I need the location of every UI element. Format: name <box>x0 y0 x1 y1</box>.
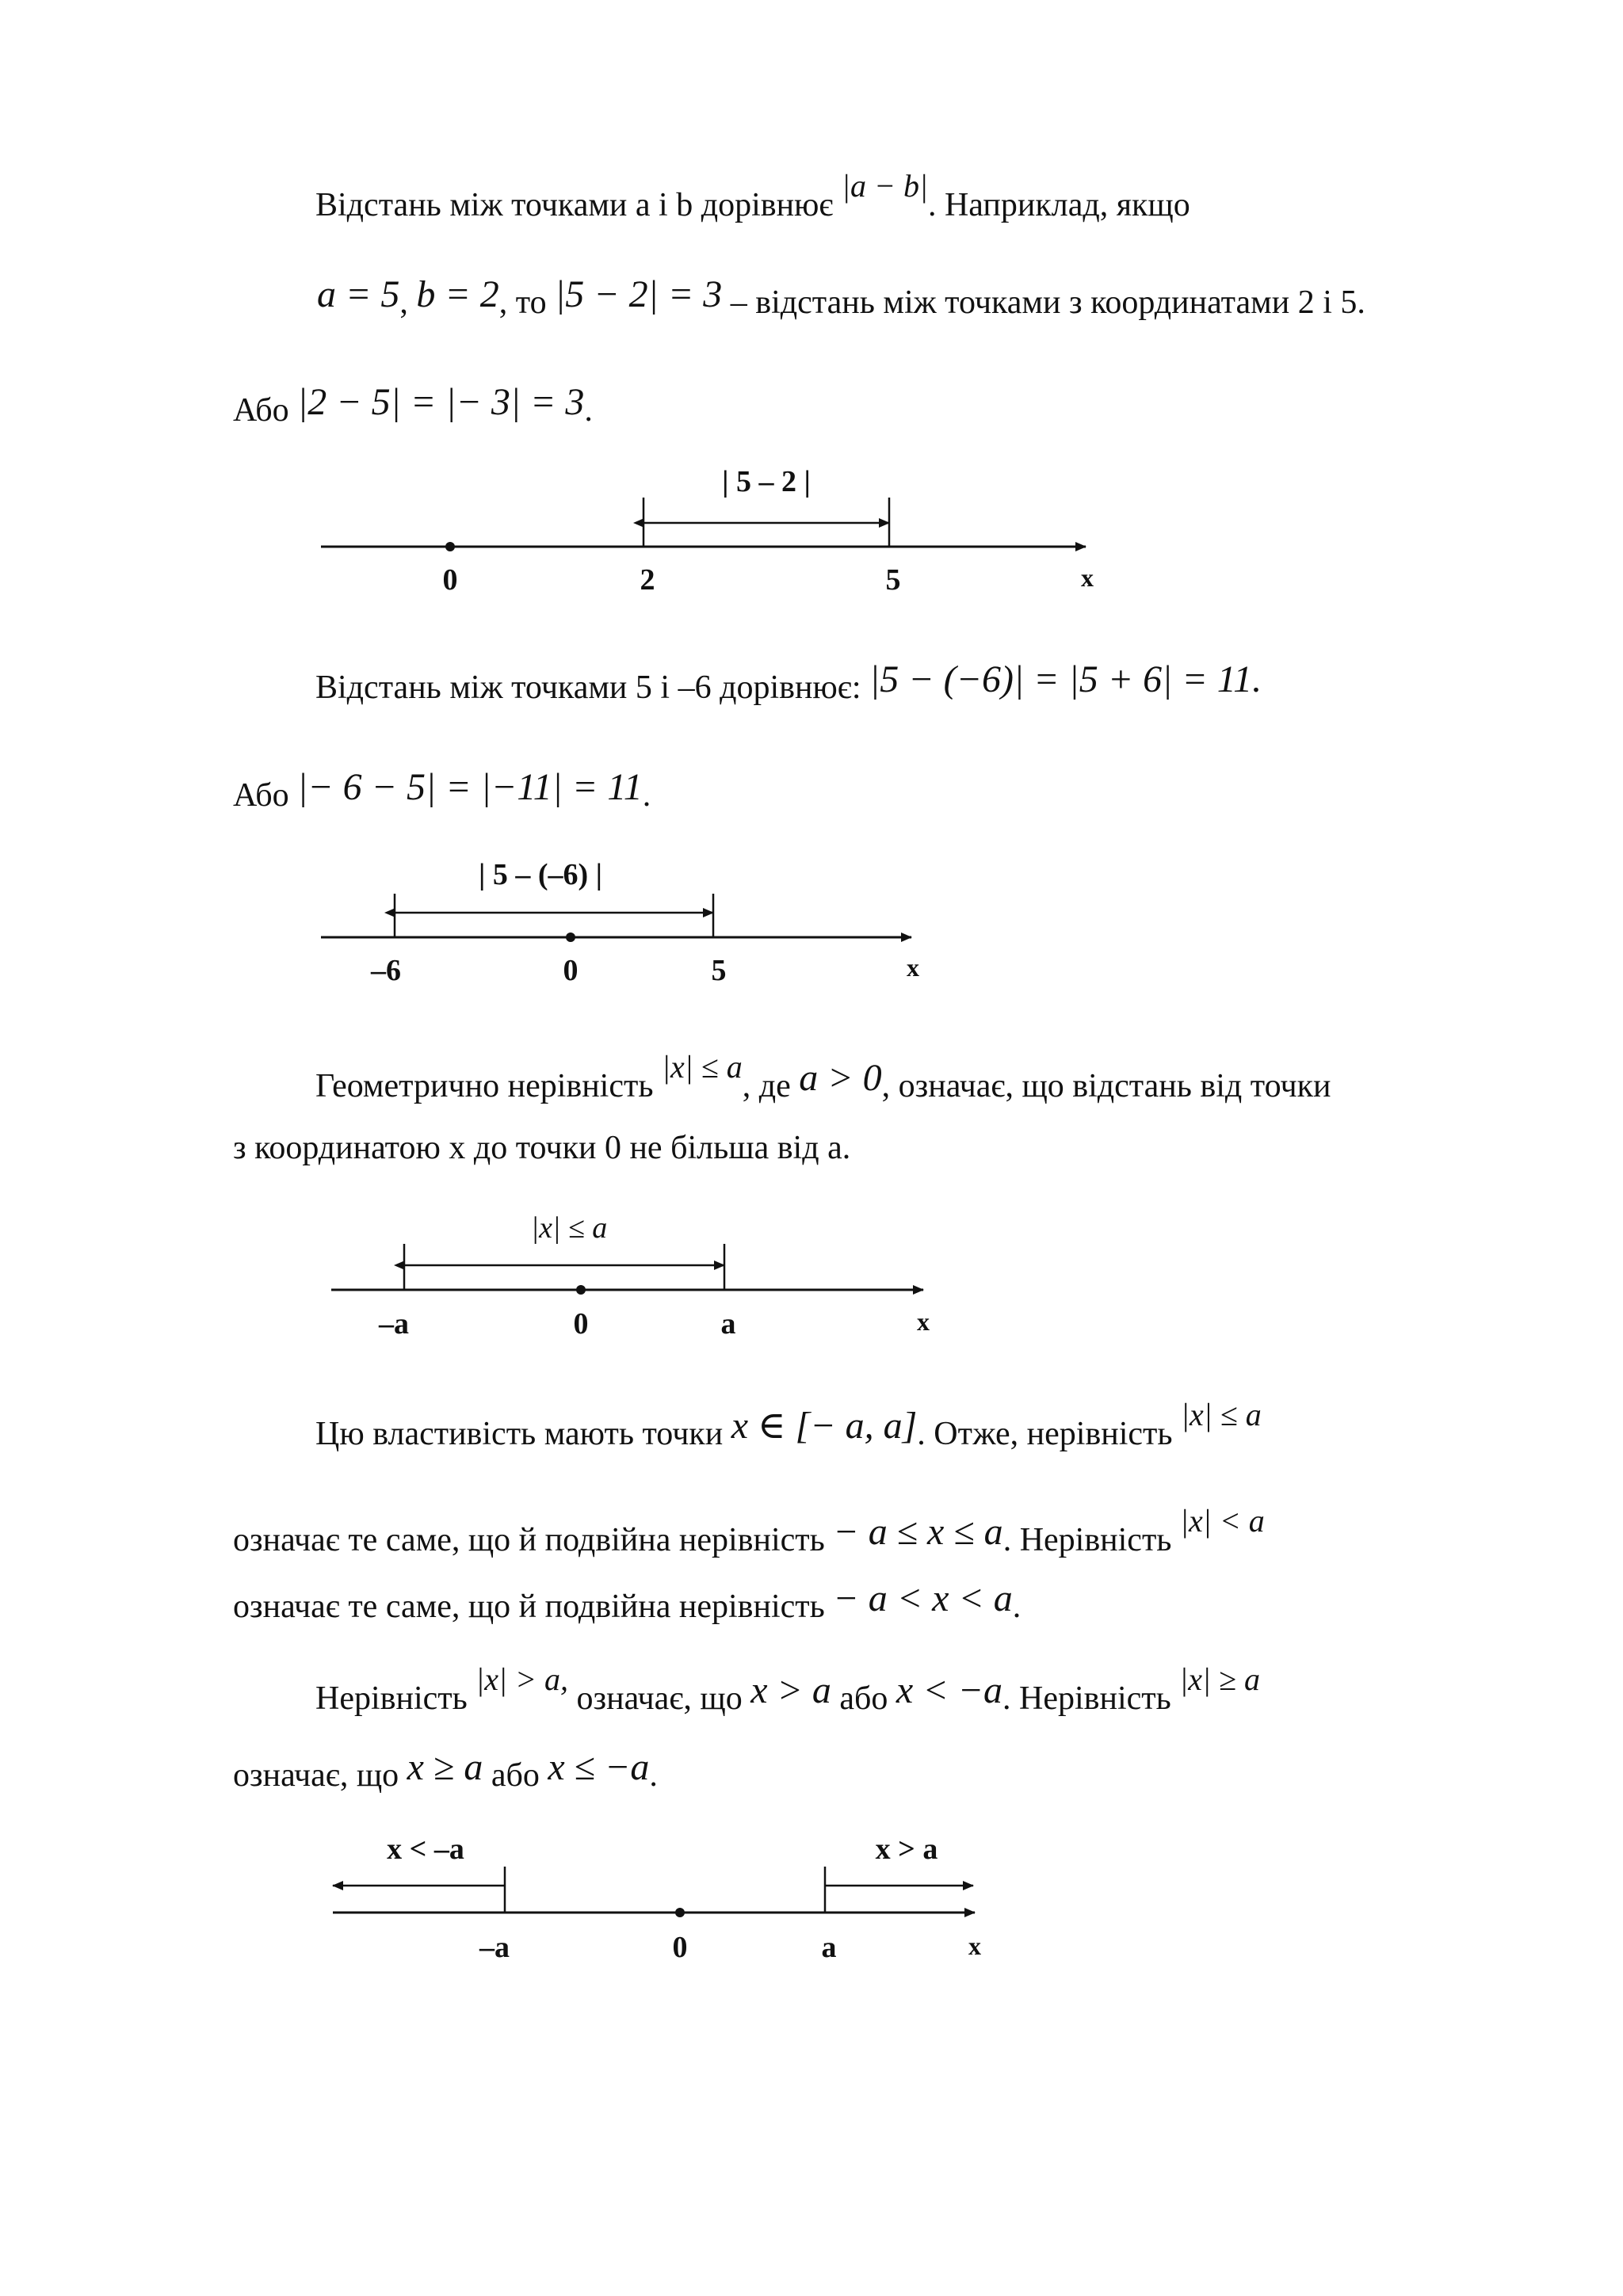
formula-abs-5-minus-2: |5 − 2| = 3 <box>555 273 723 315</box>
p4-text: . Нерівність <box>1002 1522 1172 1558</box>
formula-abs-x-gt-a: |x| > a, <box>475 1661 569 1697</box>
tick-label: 0 <box>563 954 579 987</box>
p5-text: . Нерівність <box>1002 1680 1171 1717</box>
p4-text: означає те саме, що й подвійна нерівність <box>233 1589 825 1625</box>
formula-abs-neg6-minus-5: |− 6 − 5| = |−11| = 11 <box>297 766 643 808</box>
tick-label: 0 <box>442 563 458 597</box>
p5-text: означає, що <box>576 1680 743 1717</box>
p5-text: . <box>649 1757 658 1794</box>
axis-label: x <box>968 1932 981 1960</box>
tick-label: 5 <box>885 563 901 597</box>
p4-text: Цю властивість мають точки <box>315 1416 724 1452</box>
p5-text: Нерівність <box>315 1680 468 1717</box>
p5-text: означає, що <box>233 1757 399 1794</box>
distance-label: | 5 – (–6) | <box>478 858 603 891</box>
formula-double-ineq-le: − a ≤ x ≤ a <box>833 1511 1003 1553</box>
formula-double-ineq-lt: − a < x < a <box>833 1577 1013 1619</box>
p3-text: з координатою x до точки 0 не більша від a. <box>233 1130 851 1166</box>
p1-text: , то <box>498 284 547 321</box>
right-ray-label: x > a <box>875 1833 938 1866</box>
p2-text: Або <box>233 777 289 814</box>
formula-x-lt-neg-a: x < −a <box>896 1669 1003 1711</box>
distance-label: |x| ≤ a <box>530 1211 608 1245</box>
tick-label: a <box>821 1931 837 1964</box>
formula-abs-2-minus-5: |2 − 5| = |− 3| = 3 <box>297 381 585 423</box>
formula-a-gt-0: a > 0 <box>799 1057 882 1099</box>
tick-label: –6 <box>371 954 401 987</box>
origin-point <box>675 1908 685 1917</box>
p3-text: Геометрично нерівність <box>315 1068 654 1104</box>
p1-text: – відстань між точками з координатами 2 і 5. <box>730 284 1365 321</box>
distance-label: | 5 – 2 | <box>722 465 811 498</box>
formula-abs-a-minus-b: |a − b| <box>841 168 928 204</box>
formula-x-in-interval: x ∈ [− a, a] <box>731 1405 918 1447</box>
axis-label: x <box>907 953 919 982</box>
formula-abs-x-le-a: |x| ≤ a <box>1181 1397 1262 1432</box>
p4-text: означає те саме, що й подвійна нерівність <box>233 1522 825 1558</box>
p2-text: . <box>642 777 651 814</box>
tick-label: 0 <box>672 1931 688 1964</box>
p5-text: або <box>839 1680 888 1717</box>
p3-text: , де <box>742 1068 791 1104</box>
formula-x-le-neg-a: x ≤ −a <box>548 1746 650 1788</box>
axis-label: x <box>1081 563 1094 592</box>
p1-text: Або <box>233 392 289 429</box>
tick-label: –a <box>379 1307 409 1341</box>
p4-text: . <box>1012 1589 1022 1625</box>
formula-abs-5-minus-neg6: |5 − (−6)| = |5 + 6| = 11. <box>869 658 1262 700</box>
p3-text: , означає, що відстань від точки <box>881 1068 1331 1104</box>
axis-label: x <box>917 1307 930 1336</box>
formula-a-equals-5: a = 5 <box>317 273 400 315</box>
tick-label: –a <box>479 1931 510 1964</box>
formula-x-ge-a: x ≥ a <box>407 1746 483 1788</box>
formula-abs-x-lt-a: |x| < a <box>1179 1503 1265 1539</box>
tick-label: a <box>720 1307 736 1341</box>
p5-text: або <box>491 1757 540 1794</box>
p1-text: , <box>399 284 408 321</box>
tick-label: 5 <box>711 954 727 987</box>
tick-label: 2 <box>640 563 655 597</box>
p1-text: . Наприклад, якщо <box>927 187 1190 223</box>
formula-b-equals-2: b = 2 <box>416 273 499 315</box>
formula-abs-x-le-a: |x| ≤ a <box>662 1049 743 1085</box>
p1-text: . <box>584 392 593 429</box>
p2-text: Відстань між точками 5 і –6 дорівнює: <box>315 669 861 706</box>
tick-label: 0 <box>573 1307 589 1341</box>
left-ray-label: x < –a <box>387 1833 464 1866</box>
p1-text: Відстань між точками a і b дорівнює <box>315 187 834 223</box>
p4-text: . Отже, нерівність <box>917 1416 1173 1452</box>
formula-abs-x-ge-a: |x| ≥ a <box>1179 1661 1260 1697</box>
formula-x-gt-a: x > a <box>750 1669 831 1711</box>
